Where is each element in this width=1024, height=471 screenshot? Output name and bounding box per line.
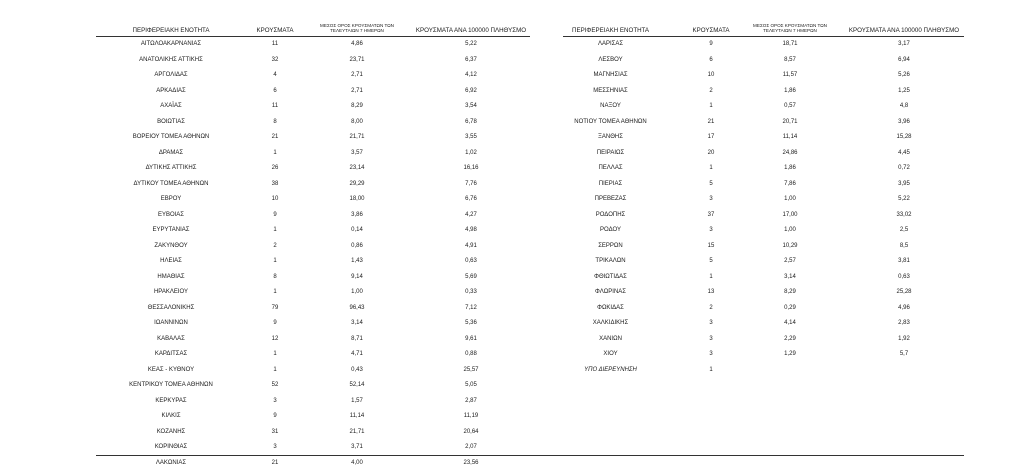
- cell-avg7: 3,14: [318, 320, 396, 326]
- cell-cases: 9: [246, 212, 304, 218]
- header-region: ΠΕΡΙΦΕΡΕΙΑΚΗ ΕΝΟΤΗΤΑ: [96, 27, 246, 34]
- cell-per100k: 6,78: [412, 119, 530, 125]
- table-row: [96, 347, 530, 363]
- cell-region: ΖΑΚΥΝΘΟΥ: [96, 243, 246, 249]
- cell-per100k: 8,5: [844, 243, 964, 249]
- cell-region: ΑΙΤΩΛΟΑΚΑΡΝΑΝΙΑΣ: [96, 41, 246, 47]
- cell-per100k: 3,55: [412, 134, 530, 140]
- cell-avg7: 0,14: [318, 227, 396, 233]
- cell-cases: 1: [681, 367, 741, 373]
- cell-region: ΧΑΝΙΩΝ: [563, 336, 658, 342]
- table-row: [96, 440, 530, 456]
- cell-cases: 38: [246, 181, 304, 187]
- cases-table-left: [96, 14, 530, 471]
- table-row: [96, 409, 530, 425]
- cell-region: ΒΟΡΕΙΟΥ ΤΟΜΕΑ ΑΘΗΝΩΝ: [96, 134, 246, 140]
- cell-cases: 1: [681, 274, 741, 280]
- table-row: [96, 130, 530, 146]
- table-row: [96, 115, 530, 131]
- table-row: [563, 254, 964, 270]
- cell-region: ΡΟΔΟΠΗΣ: [563, 212, 658, 218]
- table-row: [563, 115, 964, 131]
- cell-region: ΠΕΙΡΑΙΩΣ: [563, 150, 658, 156]
- cell-avg7: 96,43: [318, 305, 396, 311]
- cell-cases: 1: [246, 367, 304, 373]
- cell-per100k: 6,94: [844, 57, 964, 63]
- cell-avg7: 8,29: [749, 289, 831, 295]
- cell-avg7: 3,57: [318, 150, 396, 156]
- cell-cases: 1: [246, 289, 304, 295]
- cell-region: ΚΟΖΑΝΗΣ: [96, 429, 246, 435]
- cell-cases: 10: [681, 72, 741, 78]
- table-row: [563, 270, 964, 286]
- cell-avg7: 8,71: [318, 336, 396, 342]
- cell-region: ΣΕΡΡΩΝ: [563, 243, 658, 249]
- cell-avg7: 1,00: [749, 196, 831, 202]
- cell-region: ΡΟΔΟΥ: [563, 227, 658, 233]
- table-row: [563, 316, 964, 332]
- table-body-right: [563, 37, 964, 378]
- cell-avg7: 4,86: [318, 41, 396, 47]
- cell-region: ΗΛΕΙΑΣ: [96, 258, 246, 264]
- cell-region: ΗΜΑΘΙΑΣ: [96, 274, 246, 280]
- cell-cases: 4: [246, 72, 304, 78]
- header-avg7: ΜΕΣΟΣ ΟΡΟΣ ΚΡΟΥΣΜΑΤΩΝ ΤΩΝ ΤΕΛΕΥΤΑΙΩΝ 7 ΗΜΕΡΩΝ: [318, 23, 396, 34]
- cell-avg7: 1,86: [749, 88, 831, 94]
- cell-avg7: 20,71: [749, 119, 831, 125]
- cell-avg7: 3,86: [318, 212, 396, 218]
- cell-region: ΤΡΙΚΑΛΩΝ: [563, 258, 658, 264]
- cell-region: ΦΛΩΡΙΝΑΣ: [563, 289, 658, 295]
- cell-cases: 11: [246, 41, 304, 47]
- table-row: [96, 239, 530, 255]
- cell-per100k: 4,98: [412, 227, 530, 233]
- table-row: [96, 161, 530, 177]
- cell-per100k: 3,54: [412, 103, 530, 109]
- table-row: [563, 223, 964, 239]
- table-row: [96, 68, 530, 84]
- cell-region: ΚΑΒΑΛΑΣ: [96, 336, 246, 342]
- table-row: [96, 316, 530, 332]
- cell-avg7: 1,43: [318, 258, 396, 264]
- table-row: [96, 208, 530, 224]
- cell-avg7: 0,43: [318, 367, 396, 373]
- cell-region: ΔΥΤΙΚΗΣ ΑΤΤΙΚΗΣ: [96, 165, 246, 171]
- cell-avg7: 1,57: [318, 398, 396, 404]
- table-row: [96, 254, 530, 270]
- cell-per100k: 5,05: [412, 382, 530, 388]
- cell-per100k: 7,12: [412, 305, 530, 311]
- cell-region: ΛΑΡΙΣΑΣ: [563, 41, 658, 47]
- cell-per100k: 3,81: [844, 258, 964, 264]
- cell-cases: 3: [681, 227, 741, 233]
- cell-avg7: 24,86: [749, 150, 831, 156]
- table-row: [96, 456, 530, 471]
- cell-cases: 6: [246, 88, 304, 94]
- cell-cases: 10: [246, 196, 304, 202]
- table-row: [563, 99, 964, 115]
- cell-region: ΕΥΒΟΙΑΣ: [96, 212, 246, 218]
- table-body-left: [96, 37, 530, 471]
- cell-cases: 17: [681, 134, 741, 140]
- cell-region: ΞΑΝΘΗΣ: [563, 134, 658, 140]
- cell-avg7: 7,86: [749, 181, 831, 187]
- cell-per100k: 3,96: [844, 119, 964, 125]
- cell-region: ΘΕΣΣΑΛΟΝΙΚΗΣ: [96, 305, 246, 311]
- cell-per100k: 6,76: [412, 196, 530, 202]
- cell-region: ΑΡΓΟΛΙΔΑΣ: [96, 72, 246, 78]
- cell-avg7: 9,14: [318, 274, 396, 280]
- cell-per100k: 4,8: [844, 103, 964, 109]
- cell-per100k: 0,72: [844, 165, 964, 171]
- cell-region: ΕΥΡΥΤΑΝΙΑΣ: [96, 227, 246, 233]
- cell-cases: 11: [246, 103, 304, 109]
- cell-per100k: 0,33: [412, 289, 530, 295]
- cell-region: ΚΕΝΤΡΙΚΟΥ ΤΟΜΕΑ ΑΘΗΝΩΝ: [96, 382, 246, 388]
- cell-region: ΒΟΙΩΤΙΑΣ: [96, 119, 246, 125]
- table-row: [563, 239, 964, 255]
- cell-per100k: 5,22: [412, 41, 530, 47]
- cell-per100k: 4,45: [844, 150, 964, 156]
- cell-region: ΜΕΣΣΗΝΙΑΣ: [563, 88, 658, 94]
- table-row: [563, 177, 964, 193]
- cell-avg7: 18,00: [318, 196, 396, 202]
- cell-avg7: 0,29: [749, 305, 831, 311]
- cell-avg7: 21,71: [318, 429, 396, 435]
- table-row: [563, 301, 964, 317]
- cell-per100k: 11,19: [412, 413, 530, 419]
- cell-avg7: 8,00: [318, 119, 396, 125]
- table-row: [563, 161, 964, 177]
- cell-region: ΚΑΡΔΙΤΣΑΣ: [96, 351, 246, 357]
- cell-cases: 1: [681, 165, 741, 171]
- cell-cases: 8: [246, 274, 304, 280]
- table-row: [563, 332, 964, 348]
- table-row: [563, 347, 964, 363]
- cell-per100k: 7,76: [412, 181, 530, 187]
- table-row: [563, 130, 964, 146]
- cell-per100k: 20,64: [412, 429, 530, 435]
- cell-avg7: 4,00: [318, 460, 396, 466]
- cell-per100k: 3,95: [844, 181, 964, 187]
- table-row: [96, 285, 530, 301]
- cell-region: ΚΙΛΚΙΣ: [96, 413, 246, 419]
- cell-per100k: 1,25: [844, 88, 964, 94]
- cell-avg7: 0,57: [749, 103, 831, 109]
- table-row: [563, 363, 964, 379]
- cell-avg7: 17,00: [749, 212, 831, 218]
- cell-per100k: 33,02: [844, 212, 964, 218]
- cell-per100k: 4,27: [412, 212, 530, 218]
- cell-cases: 2: [246, 243, 304, 249]
- cell-cases: 6: [681, 57, 741, 63]
- cell-region: ΑΧΑΪΑΣ: [96, 103, 246, 109]
- cell-region: ΦΩΚΙΔΑΣ: [563, 305, 658, 311]
- cell-avg7: 4,71: [318, 351, 396, 357]
- table-row: [96, 363, 530, 379]
- cell-cases: 5: [681, 181, 741, 187]
- cell-avg7: 0,86: [318, 243, 396, 249]
- cell-region: ΧΙΟΥ: [563, 351, 658, 357]
- table-row: [96, 37, 530, 53]
- table-row: [96, 332, 530, 348]
- cell-per100k: 9,61: [412, 336, 530, 342]
- header-cases: ΚΡΟΥΣΜΑΤΑ: [246, 27, 304, 34]
- cell-per100k: 2,07: [412, 444, 530, 450]
- cell-cases: 1: [246, 258, 304, 264]
- cell-region: ΑΝΑΤΟΛΙΚΗΣ ΑΤΤΙΚΗΣ: [96, 57, 246, 63]
- cell-region: ΕΒΡΟΥ: [96, 196, 246, 202]
- table-row: [563, 285, 964, 301]
- cell-region: ΙΩΑΝΝΙΝΩΝ: [96, 320, 246, 326]
- cell-per100k: 5,69: [412, 274, 530, 280]
- cell-region: ΝΟΤΙΟΥ ΤΟΜΕΑ ΑΘΗΝΩΝ: [563, 119, 658, 125]
- cell-per100k: 1,02: [412, 150, 530, 156]
- table-row: [96, 378, 530, 394]
- cell-region: ΝΑΞΟΥ: [563, 103, 658, 109]
- cell-avg7: 18,71: [749, 41, 831, 47]
- cell-avg7: 1,29: [749, 351, 831, 357]
- table-row: [96, 99, 530, 115]
- cell-per100k: 23,56: [412, 460, 530, 466]
- cell-cases: 13: [681, 289, 741, 295]
- table-row: [563, 192, 964, 208]
- cell-region: ΛΕΣΒΟΥ: [563, 57, 658, 63]
- cell-per100k: 1,92: [844, 336, 964, 342]
- cell-cases: 9: [681, 41, 741, 47]
- header-per100k: ΚΡΟΥΣΜΑΤΑ ΑΝΑ 100000 ΠΛΗΘΥΣΜΟ: [412, 27, 530, 34]
- cell-avg7: 52,14: [318, 382, 396, 388]
- cell-per100k: 0,63: [844, 274, 964, 280]
- cell-cases: 12: [246, 336, 304, 342]
- cell-cases: 31: [246, 429, 304, 435]
- cell-cases: 21: [681, 119, 741, 125]
- cell-avg7: 2,71: [318, 88, 396, 94]
- header-avg7: ΜΕΣΟΣ ΟΡΟΣ ΚΡΟΥΣΜΑΤΩΝ ΤΩΝ ΤΕΛΕΥΤΑΙΩΝ 7 ΗΜΕΡΩΝ: [749, 23, 831, 34]
- cell-avg7: 10,29: [749, 243, 831, 249]
- table-row: [96, 301, 530, 317]
- bottom-rule: [96, 455, 964, 456]
- table-row: [96, 425, 530, 441]
- cell-per100k: 3,17: [844, 41, 964, 47]
- table-row: [96, 270, 530, 286]
- cell-avg7: 2,71: [318, 72, 396, 78]
- cell-region: ΗΡΑΚΛΕΙΟΥ: [96, 289, 246, 295]
- cell-region: ΔΡΑΜΑΣ: [96, 150, 246, 156]
- cell-avg7: 1,00: [749, 227, 831, 233]
- cell-per100k: 0,88: [412, 351, 530, 357]
- table-header-right: [563, 14, 964, 37]
- header-per100k: ΚΡΟΥΣΜΑΤΑ ΑΝΑ 100000 ΠΛΗΘΥΣΜΟ: [844, 27, 964, 34]
- cell-cases: 32: [246, 57, 304, 63]
- cell-cases: 1: [246, 351, 304, 357]
- cell-region: ΜΑΓΝΗΣΙΑΣ: [563, 72, 658, 78]
- cell-cases: 9: [246, 413, 304, 419]
- cell-cases: 1: [246, 150, 304, 156]
- cell-cases: 37: [681, 212, 741, 218]
- cell-cases: 3: [681, 351, 741, 357]
- cell-region: ΔΥΤΙΚΟΥ ΤΟΜΕΑ ΑΘΗΝΩΝ: [96, 181, 246, 187]
- table-row: [96, 192, 530, 208]
- table-row: [563, 53, 964, 69]
- cell-avg7: 11,57: [749, 72, 831, 78]
- cases-table-right: [563, 14, 964, 378]
- cell-avg7: 8,57: [749, 57, 831, 63]
- cell-per100k: 5,22: [844, 196, 964, 202]
- table-row: [563, 84, 964, 100]
- cell-cases: 5: [681, 258, 741, 264]
- cell-per100k: 2,87: [412, 398, 530, 404]
- cell-cases: 52: [246, 382, 304, 388]
- table-row: [96, 84, 530, 100]
- cell-avg7: 4,14: [749, 320, 831, 326]
- cell-region: ΥΠΟ ΔΙΕΡΕΥΝΗΣΗ: [563, 367, 658, 373]
- cell-per100k: 6,37: [412, 57, 530, 63]
- table-row: [96, 223, 530, 239]
- cell-region: ΑΡΚΑΔΙΑΣ: [96, 88, 246, 94]
- cell-cases: 26: [246, 165, 304, 171]
- cell-region: ΛΑΚΩΝΙΑΣ: [96, 460, 246, 466]
- cell-per100k: 25,28: [844, 289, 964, 295]
- cell-cases: 1: [246, 227, 304, 233]
- cell-region: ΚΟΡΙΝΘΙΑΣ: [96, 444, 246, 450]
- cell-cases: 15: [681, 243, 741, 249]
- cell-per100k: 2,5: [844, 227, 964, 233]
- cell-region: ΦΘΙΩΤΙΔΑΣ: [563, 274, 658, 280]
- cell-avg7: 3,71: [318, 444, 396, 450]
- cell-avg7: 1,86: [749, 165, 831, 171]
- header-region: ΠΕΡΙΦΕΡΕΙΑΚΗ ΕΝΟΤΗΤΑ: [563, 27, 658, 34]
- cell-region: ΧΑΛΚΙΔΙΚΗΣ: [563, 320, 658, 326]
- table-row: [563, 208, 964, 224]
- cell-cases: 3: [246, 444, 304, 450]
- cell-cases: 79: [246, 305, 304, 311]
- cell-per100k: 16,16: [412, 165, 530, 171]
- cell-avg7: 2,57: [749, 258, 831, 264]
- cell-per100k: 4,12: [412, 72, 530, 78]
- cell-per100k: 2,83: [844, 320, 964, 326]
- cell-avg7: 23,71: [318, 57, 396, 63]
- cell-per100k: 5,26: [844, 72, 964, 78]
- table-header-left: [96, 14, 530, 37]
- cell-region: ΠΕΛΛΑΣ: [563, 165, 658, 171]
- table-row: [96, 394, 530, 410]
- cell-cases: 21: [246, 460, 304, 466]
- table-row: [96, 53, 530, 69]
- cell-cases: 9: [246, 320, 304, 326]
- cell-cases: 1: [681, 103, 741, 109]
- cell-per100k: 6,92: [412, 88, 530, 94]
- cell-avg7: 3,14: [749, 274, 831, 280]
- cell-per100k: 4,96: [844, 305, 964, 311]
- cell-avg7: 2,29: [749, 336, 831, 342]
- cell-avg7: 29,29: [318, 181, 396, 187]
- cell-avg7: 8,29: [318, 103, 396, 109]
- cell-cases: 3: [246, 398, 304, 404]
- cell-avg7: 23,14: [318, 165, 396, 171]
- cell-per100k: 25,57: [412, 367, 530, 373]
- cell-cases: 2: [681, 305, 741, 311]
- header-cases: ΚΡΟΥΣΜΑΤΑ: [681, 27, 741, 34]
- cell-cases: 3: [681, 336, 741, 342]
- cell-cases: 2: [681, 88, 741, 94]
- cell-region: ΚΕΑΣ - ΚΥΘΝΟΥ: [96, 367, 246, 373]
- cell-avg7: 11,14: [749, 134, 831, 140]
- cell-cases: 3: [681, 196, 741, 202]
- cell-region: ΚΕΡΚΥΡΑΣ: [96, 398, 246, 404]
- cell-per100k: 15,28: [844, 134, 964, 140]
- cell-avg7: 1,00: [318, 289, 396, 295]
- table-row: [96, 177, 530, 193]
- cell-avg7: 11,14: [318, 413, 396, 419]
- cell-avg7: 21,71: [318, 134, 396, 140]
- cell-region: ΠΡΕΒΕΖΑΣ: [563, 196, 658, 202]
- cell-per100k: 5,36: [412, 320, 530, 326]
- cell-cases: 8: [246, 119, 304, 125]
- cell-cases: 3: [681, 320, 741, 326]
- cell-region: ΠΙΕΡΙΑΣ: [563, 181, 658, 187]
- cell-per100k: 4,91: [412, 243, 530, 249]
- table-row: [96, 146, 530, 162]
- table-row: [563, 146, 964, 162]
- cell-cases: 20: [681, 150, 741, 156]
- table-row: [563, 68, 964, 84]
- table-row: [563, 37, 964, 53]
- cell-per100k: 0,63: [412, 258, 530, 264]
- cell-per100k: 5,7: [844, 351, 964, 357]
- cell-cases: 21: [246, 134, 304, 140]
